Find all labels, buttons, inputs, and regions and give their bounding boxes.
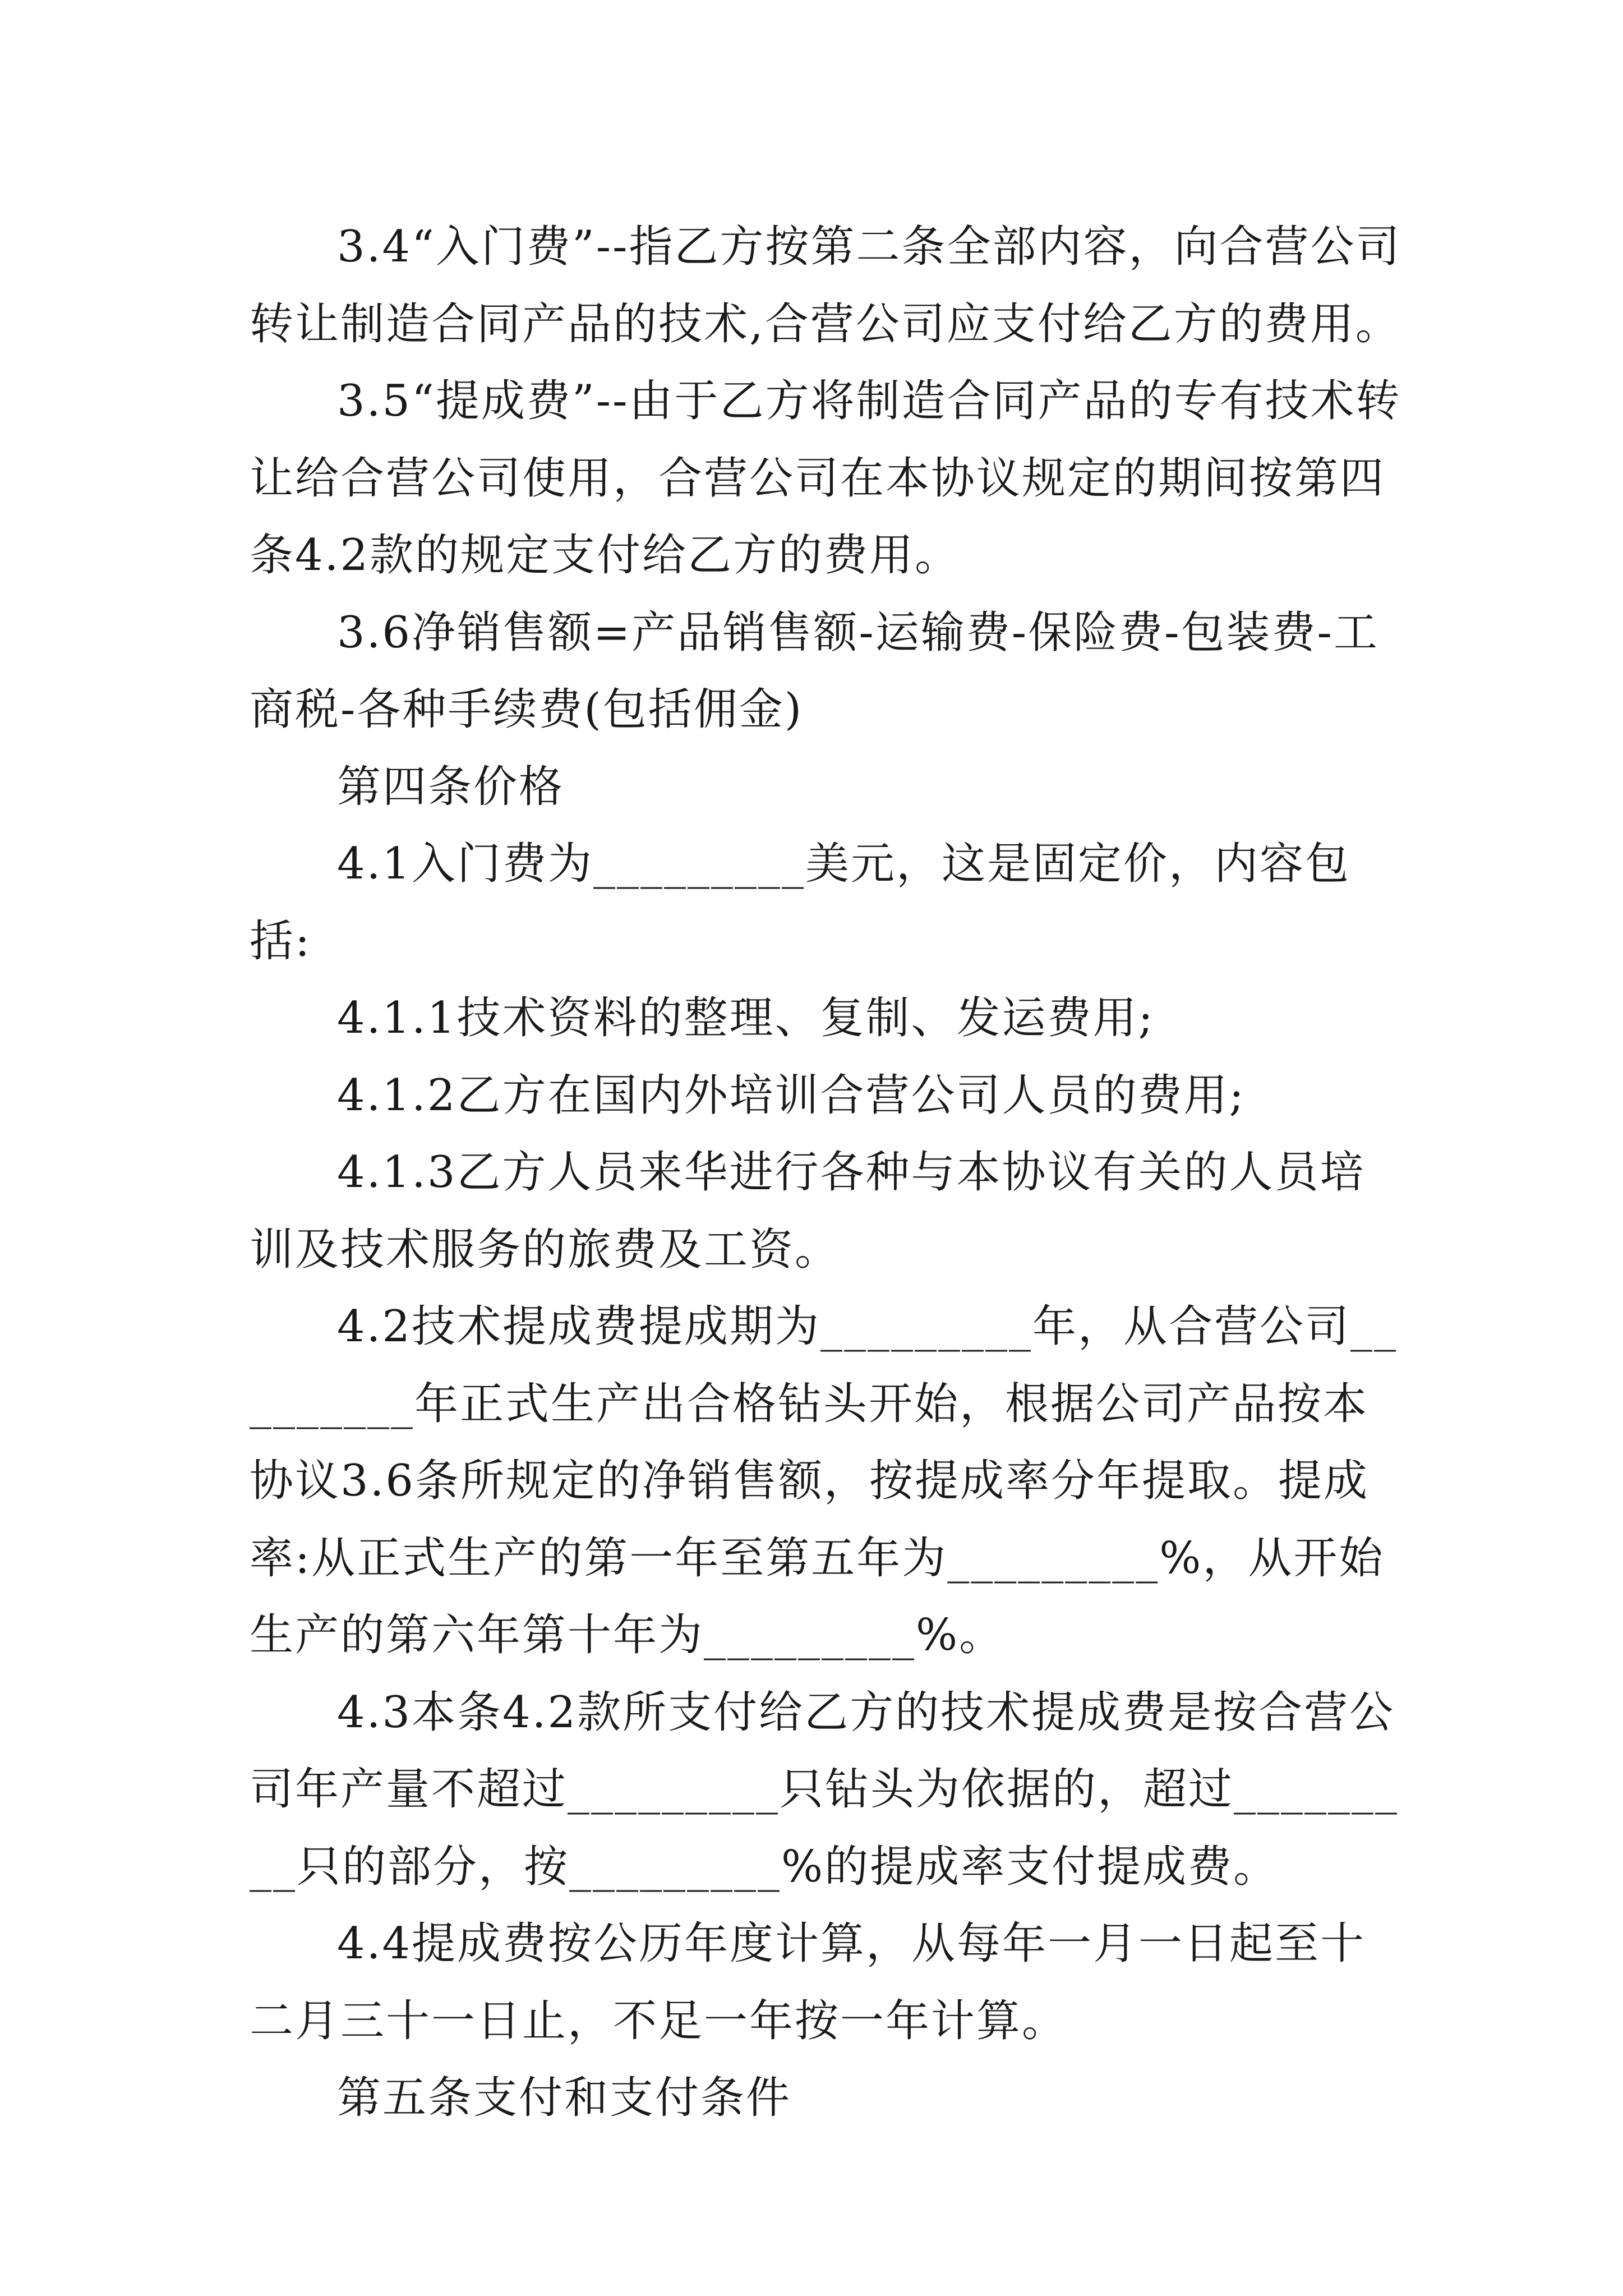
paragraph-3-4: 3.4“入门费”--指乙方按第二条全部内容，向合营公司转让制造合同产品的技术,合营公司应支付给乙方的费用。 [250,222,1401,349]
section-heading-article-4: 第四条价格 [337,761,565,812]
paragraph-4-4: 4.4提成费按公历年度计算，从每年一月一日起至十二月三十一日止，不足一年按一年计算。 [250,1918,1366,2046]
paragraph-4-2: 4.2技术提成费提成期为_________年，从合营公司_________年正式生产出合格钻头开始，根据公司产品按本协议3.6条所规定的净销售额，按提成率分年提取。提成率:从正式生产的第一年至第五年为_________%，从开始生产的第六年第十年为_________%。 [250,1301,1398,1660]
section-heading-article-5: 第五条支付和支付条件 [337,2073,792,2123]
paragraph-4-1-2: 4.1.2乙方在国内外培训合营公司人员的费用; [337,1070,1246,1121]
document-body [250,209,1405,2137]
paragraph-4-1: 4.1入门费为_________美元，这是固定价，内容包括: [250,839,1351,967]
paragraph-4-3: 4.3本条4.2款所支付给乙方的技术提成费是按合营公司年产量不超过_________只钻头为依据的，超过_________只的部分，按_________%的提成率支付提成费。 [250,1687,1399,1892]
paragraph-3-6: 3.6净销售额=产品销售额-运输费-保险费-包装费-工商税-各种手续费(包括佣金) [250,607,1379,735]
paragraph-4-1-3: 4.1.3乙方人员来华进行各种与本协议有关的人员培训及技术服务的旅费及工资。 [250,1147,1366,1275]
paragraph-4-1-1: 4.1.1技术资料的整理、复制、发运费用; [337,993,1155,1043]
paragraph-3-5: 3.5“提成费”--由于乙方将制造合同产品的专有技术转让给合营公司使用，合营公司在本协议规定的期间按第四条4.2款的规定支付给乙方的费用。 [250,376,1401,581]
